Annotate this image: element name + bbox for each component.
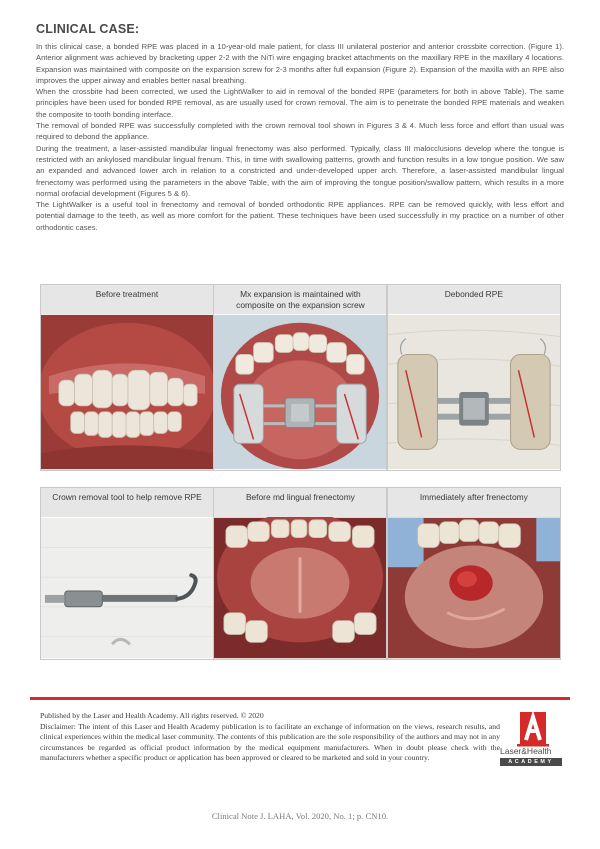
crown-removal-tool-photo (41, 517, 213, 659)
paragraph-3: The removal of bonded RPE was successfully completed with the crown removal tool shown in Figures 3 & 4. Much less force and effort than usual was required to debond the appliance. (36, 121, 564, 142)
logo-wordmark: Laser&Health (500, 746, 552, 756)
figure-5 (213, 487, 387, 660)
figure-row-2 (40, 487, 562, 660)
footer-divider (30, 697, 570, 700)
before-treatment-photo (41, 314, 213, 470)
paragraph-1: In this clinical case, a bonded RPE was placed in a 10-year-old male patient, for class III unilateral posterior and anterior crossbite correction. (Figure 1). Anterior alignment was achieved by bracketing upper 2-2 with the NiTi wire engaging bracket attachments on the maxillary RPE in the maxillary 4 locations. Expansion was maintained with composite on the expansion screw for 2-3 months after full expansion (Figure 2). Expansion of the maxilla with an RPE also improves the upper airway and enables better nasal breathing. (36, 42, 564, 85)
figure-caption: Mx expansion is maintained with composite on the expansion screw (214, 285, 386, 314)
figure-3 (387, 284, 561, 471)
expansion-screw-photo (214, 314, 386, 470)
figure-grid (40, 284, 562, 660)
disclaimer: Disclaimer: The intent of this Laser and Health Academy publication is to facilitate an exchange of information on the views, research results, and clinical experiences within the medical laser community. The contents of this publication are the sole responsibility of the authors and may not in any circumstances be regarded as official product information by the medical equipment manufacturers. When in doubt please check with the manufacturers whether a specific product or application has been approved or cleared to be marketed and sold in your country. (40, 721, 500, 763)
after-frenectomy-photo (388, 517, 560, 659)
debonded-rpe-photo (388, 314, 560, 470)
figure-caption: Before treatment (41, 285, 213, 314)
paragraph-2: When the crossbite had been corrected, we used the LightWalker to aid in removal of the bonded RPE (parameters for both in above Table). The same principles have been used for bonded RPE removal, as are usually used for crown removal. The aim is to penetrate the bonded RPE materials and weaken the composite to tooth bonding interface. (36, 87, 564, 119)
figure-2 (213, 284, 387, 471)
logo-academy-bar: ACADEMY (500, 758, 562, 766)
figure-caption: Before md lingual frenectomy (214, 488, 386, 517)
footer-text (40, 711, 500, 764)
paragraph-4: During the treatment, a laser-assisted mandibular lingual frenectomy was also performed. Typically, class III malocclusions develop where the tongue is restricted with an ankylosed mandibular lingual frenum. This, in time with swallowing patterns, growth and function results in a low tongue position. We saw an expanded and advanced lower arch in relation to a constricted and under-developed upper arch. Therefore, a laser-assisted mandibular lingual frenectomy was performed using the parameters in the above Table, with the aim of improving the tongue position/swallow pattern, which results in a more normal orofacial development (Figures 5 & 6). (36, 143, 564, 198)
figure-1 (40, 284, 214, 471)
published-line: Published by the Laser and Health Academy. All rights reserved. © 2020 (40, 711, 264, 720)
before-frenectomy-photo (214, 517, 386, 659)
figure-caption: Debonded RPE (388, 285, 560, 314)
figure-6 (387, 487, 561, 660)
paragraph-5: The LightWalker is a useful tool in frenectomy and removal of bonded orthodontic RPE appliances. RPE can be removed quickly, with less effort and potential damage to the teeth, as well as more comfort for the patient. These techniques have been used successfully in my practice on a number of other orthodontic cases. (36, 200, 564, 232)
page-citation: Clinical Note J. LAHA, Vol. 2020, No. 1; p. CN10. (211, 811, 389, 821)
figure-4 (40, 487, 214, 660)
figure-caption: Immediately after frenectomy (388, 488, 560, 517)
section-heading: CLINICAL CASE: (36, 22, 140, 36)
article-body (36, 41, 564, 233)
figure-row-1 (40, 284, 562, 471)
figure-caption: Crown removal tool to help remove RPE (41, 488, 213, 517)
